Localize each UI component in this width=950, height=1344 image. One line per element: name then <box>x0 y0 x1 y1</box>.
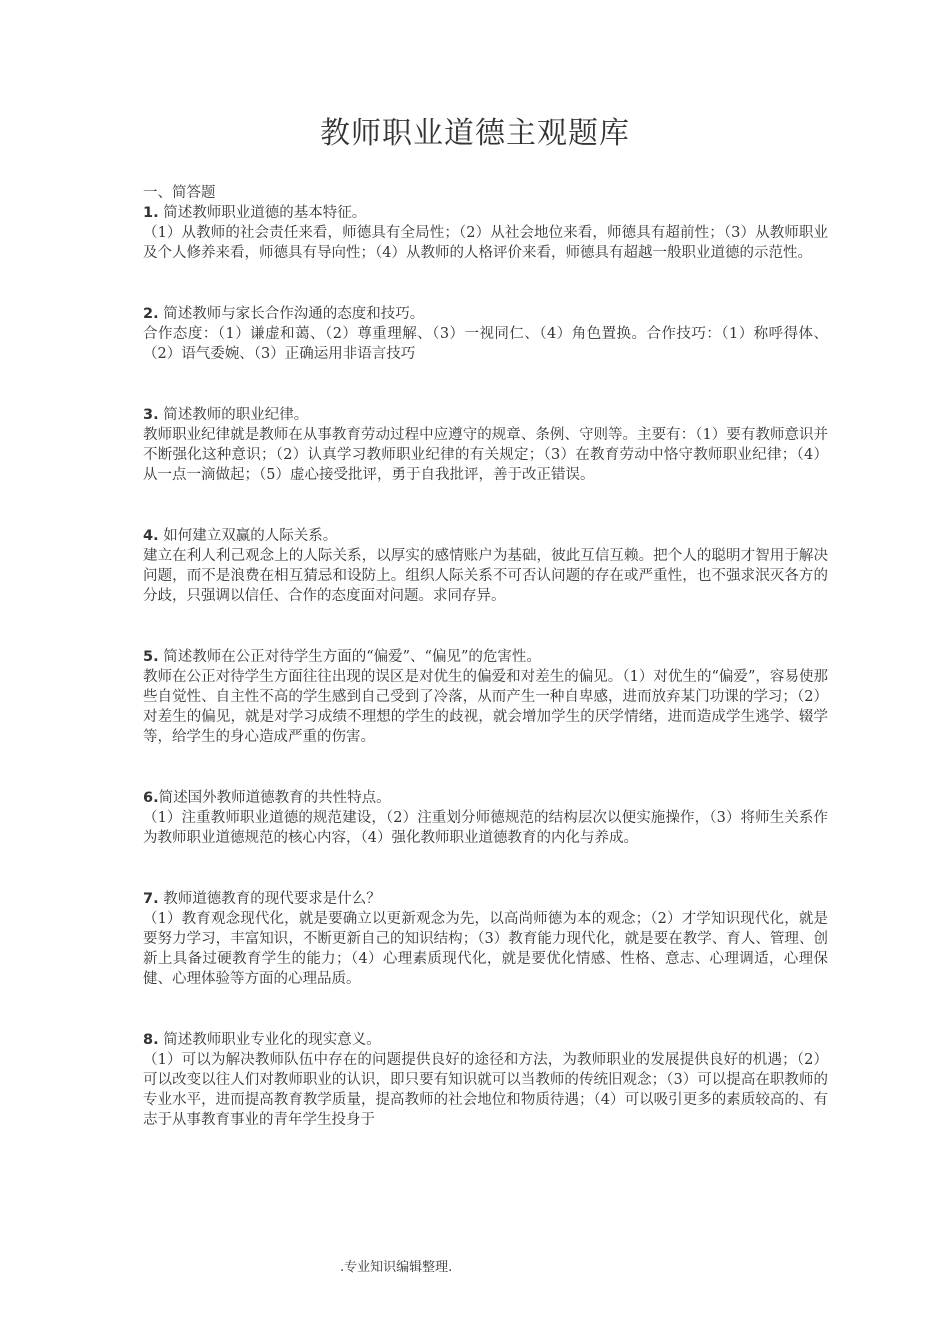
question-text: 如何建立双赢的人际关系。 <box>158 528 338 544</box>
qa-item-3 <box>143 405 828 485</box>
answer-7: （1）教育观念现代化，就是要确立以更新观念为先，以高尚师德为本的观念；（2）才学知识现代化，就是要努力学习，丰富知识，不断更新自己的知识结构；（3）教育能力现代化，就是要在教学、育人、管理、创新上具备过硬教育学生的能力；（4）心理素质现代化，就是要优化情感、性格、意志、心理调适，心理保健、心理体验等方面的心理品质。 <box>143 911 828 987</box>
question-text: 简述国外教师道德教育的共性特点。 <box>158 790 391 806</box>
qa-item-4 <box>143 526 828 606</box>
question-7 <box>143 889 828 909</box>
answer-6: （1）注重教师职业道德的规范建设，（2）注重划分师德规范的结构层次以便实施操作，（3）将师生关系作为教师职业道德规范的核心内容，（4）强化教师职业道德教育的内化与养成。 <box>143 810 828 846</box>
qa-item-2 <box>143 304 828 364</box>
section-heading: 一、简答题 <box>143 185 216 201</box>
qa-item-8 <box>143 1030 828 1130</box>
question-text: 简述教师在公正对待学生方面的“偏爱”、“偏见”的危害性。 <box>158 649 541 665</box>
question-number: 7. <box>143 891 159 907</box>
question-text: 简述教师与家长合作沟通的态度和技巧。 <box>158 306 425 322</box>
question-6 <box>143 788 828 808</box>
question-3 <box>143 405 828 425</box>
question-2 <box>143 304 828 324</box>
question-number: 5. <box>143 649 159 665</box>
answer-3: 教师职业纪律就是教师在从事教育劳动过程中应遵守的规章、条例、守则等。主要有：（1）要有教师意识并不断强化这种意识；（2）认真学习教师职业纪律的有关规定；（3）在教育劳动中恪守教师职业纪律；（4）从一点一滴做起；（5）虚心接受批评，勇于自我批评，善于改正错误。 <box>143 427 828 483</box>
qa-item-1 <box>143 203 828 263</box>
qa-item-6 <box>143 788 828 848</box>
question-number: 6. <box>143 790 159 806</box>
question-number: 4. <box>143 528 159 544</box>
document-title: 教师职业道德主观题库 <box>320 116 630 151</box>
page-footer: .专业知识编辑整理. <box>340 1260 453 1275</box>
answer-8: （1）可以为解决教师队伍中存在的问题提供良好的途径和方法，为教师职业的发展提供良好的机遇；（2）可以改变以往人们对教师职业的认识，即只要有知识就可以当教师的传统旧观念；（3）可以提高在职教师的专业水平，进而提高教育教学质量，提高教师的社会地位和物质待遇；（4）可以吸引更多的素质较高的、有志于从事教育事业的青年学生投身于 <box>143 1052 828 1128</box>
question-number: 1. <box>143 205 159 221</box>
question-text: 教师道德教育的现代要求是什么？ <box>158 891 381 907</box>
question-4 <box>143 526 828 546</box>
answer-1: （1）从教师的社会责任来看，师德具有全局性；（2）从社会地位来看，师德具有超前性；（3）从教师职业及个人修养来看，师德具有导向性；（4）从教师的人格评价来看，师德具有超越一般职业道德的示范性。 <box>143 225 828 261</box>
document-body <box>143 183 828 1130</box>
question-5 <box>143 647 828 667</box>
question-text: 简述教师职业道德的基本特征。 <box>158 205 367 221</box>
answer-4: 建立在利人利己观念上的人际关系，以厚实的感情账户为基础，彼此互信互赖。把个人的聪明才智用于解决问题，而不是浪费在相互猜忌和设防上。组织人际关系不可否认问题的存在或严重性，也不强求泯灭各方的分歧，只强调以信任、合作的态度面对问题。求同存异。 <box>143 548 828 604</box>
question-text: 简述教师的职业纪律。 <box>158 407 309 423</box>
question-number: 3. <box>143 407 159 423</box>
answer-2: 合作态度：（1）谦虚和蔼、（2）尊重理解、（3）一视同仁、（4）角色置换。合作技巧：（1）称呼得体、（2）语气委婉、（3）正确运用非语言技巧 <box>143 326 828 362</box>
question-number: 2. <box>143 306 159 322</box>
qa-item-5 <box>143 647 828 747</box>
question-number: 8. <box>143 1032 159 1048</box>
question-text: 简述教师职业专业化的现实意义。 <box>158 1032 381 1048</box>
answer-5: 教师在公正对待学生方面往往出现的误区是对优生的偏爱和对差生的偏见。（1）对优生的“偏爱”，容易使那些自觉性、自主性不高的学生感到自己受到了冷落，从而产生一种自卑感，进而放弃某门功课的学习；（2）对差生的偏见，就是对学习成绩不理想的学生的歧视，就会增加学生的厌学情绪，进而造成学生逃学、辍学等，给学生的身心造成严重的伤害。 <box>143 669 828 745</box>
question-1 <box>143 203 828 223</box>
qa-item-7 <box>143 889 828 989</box>
question-8 <box>143 1030 828 1050</box>
